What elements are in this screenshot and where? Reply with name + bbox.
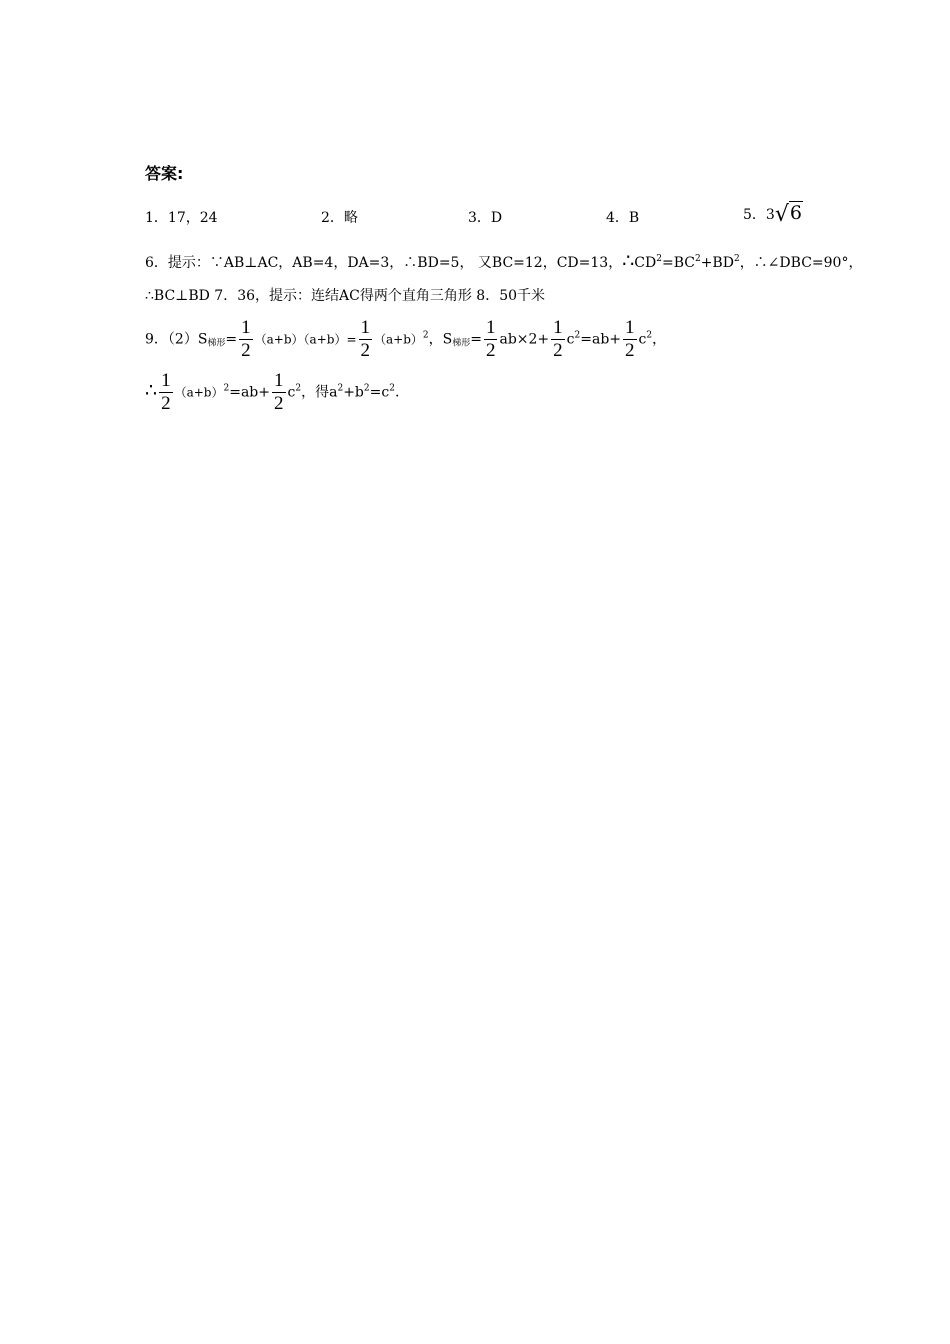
superscript: 2 bbox=[646, 330, 653, 341]
fraction bbox=[359, 318, 373, 361]
fraction-numerator: 1 bbox=[485, 317, 496, 338]
expression: =ab+ bbox=[229, 384, 271, 401]
superscript: 2 bbox=[574, 330, 581, 341]
expression: =ab+ bbox=[580, 331, 622, 348]
fraction-denominator: 2 bbox=[360, 340, 370, 361]
expression: （a+b） bbox=[374, 332, 423, 347]
answer-2: 2．略 bbox=[321, 210, 358, 226]
superscript: 2 bbox=[389, 383, 395, 394]
fraction-denominator: 2 bbox=[485, 340, 496, 361]
superscript: 2 bbox=[694, 254, 701, 264]
therefore-symbol: ∴ bbox=[622, 250, 635, 272]
subscript: 梯形 bbox=[452, 338, 471, 349]
fraction bbox=[623, 318, 637, 361]
answer-6-bc: =BC bbox=[661, 255, 695, 271]
expression: . bbox=[394, 384, 400, 401]
fraction-numerator: 1 bbox=[241, 317, 251, 338]
answer-4: 4．B bbox=[606, 210, 640, 226]
fraction-numerator: 1 bbox=[360, 317, 370, 338]
answer-6-bd: +BD bbox=[700, 255, 734, 271]
answer-9-conclusion-line bbox=[145, 371, 399, 414]
fraction-denominator: 2 bbox=[553, 340, 563, 361]
expression: c bbox=[566, 331, 575, 348]
expression: +b bbox=[343, 384, 364, 401]
fraction-denominator: 2 bbox=[161, 393, 171, 414]
fraction bbox=[159, 371, 173, 414]
superscript: 2 bbox=[656, 254, 662, 264]
fraction-denominator: 2 bbox=[625, 340, 635, 361]
answer-6-text: 6．提示：∵AB⊥AC，AB=4，DA=3，∴BD=5， 又BC=12，CD=13， bbox=[145, 255, 623, 271]
answer-1: 1．17，24 bbox=[145, 210, 218, 226]
equals: = bbox=[470, 331, 482, 348]
superscript: 2 bbox=[422, 330, 429, 341]
equals: = bbox=[225, 331, 238, 348]
superscript: 2 bbox=[733, 254, 740, 264]
fraction bbox=[484, 318, 498, 361]
fraction bbox=[239, 318, 253, 361]
expression: （a+b）（a+b）= bbox=[254, 332, 357, 347]
expression: （a+b） bbox=[174, 385, 224, 400]
subscript: 梯形 bbox=[207, 338, 226, 349]
fraction bbox=[272, 371, 286, 414]
expression: ，得a bbox=[301, 384, 338, 401]
answer-7-8-line: ∴BC⊥BD 7．36，提示：连结AC得两个直角三角形 8．50千米 bbox=[145, 288, 546, 304]
fraction-denominator: 2 bbox=[241, 340, 251, 361]
fraction bbox=[551, 318, 565, 361]
expression: ，S bbox=[428, 331, 453, 348]
fraction-numerator: 1 bbox=[625, 317, 635, 338]
answer-heading: 答案: bbox=[145, 164, 184, 183]
fraction-denominator: 2 bbox=[274, 393, 284, 414]
expression: c bbox=[287, 384, 296, 401]
superscript: 2 bbox=[295, 383, 302, 394]
sqrt-icon: √ bbox=[774, 202, 789, 227]
answer-5-prefix: 5．3 bbox=[743, 207, 775, 223]
fraction-numerator: 1 bbox=[553, 317, 563, 338]
therefore-symbol: ∴ bbox=[145, 379, 158, 402]
expression: =c bbox=[369, 384, 390, 401]
answer-9-lead: 9．（2）S bbox=[145, 331, 208, 348]
expression: c bbox=[638, 331, 647, 348]
answer-6-cd: CD bbox=[634, 255, 657, 271]
superscript: 2 bbox=[223, 383, 230, 394]
expression: ab×2+ bbox=[499, 331, 550, 348]
answer-5 bbox=[743, 202, 803, 227]
answer-6-line bbox=[145, 249, 862, 273]
expression: ， bbox=[652, 331, 667, 348]
answer-5-radicand: 6 bbox=[789, 202, 802, 224]
fraction-numerator: 1 bbox=[161, 370, 171, 391]
superscript: 2 bbox=[363, 383, 370, 394]
superscript: 2 bbox=[337, 383, 344, 394]
answer-9-line bbox=[145, 318, 666, 361]
answer-6-angle: ，∴∠DBC=90°， bbox=[739, 255, 863, 271]
answer-3: 3．D bbox=[468, 210, 503, 226]
fraction-numerator: 1 bbox=[274, 370, 284, 391]
